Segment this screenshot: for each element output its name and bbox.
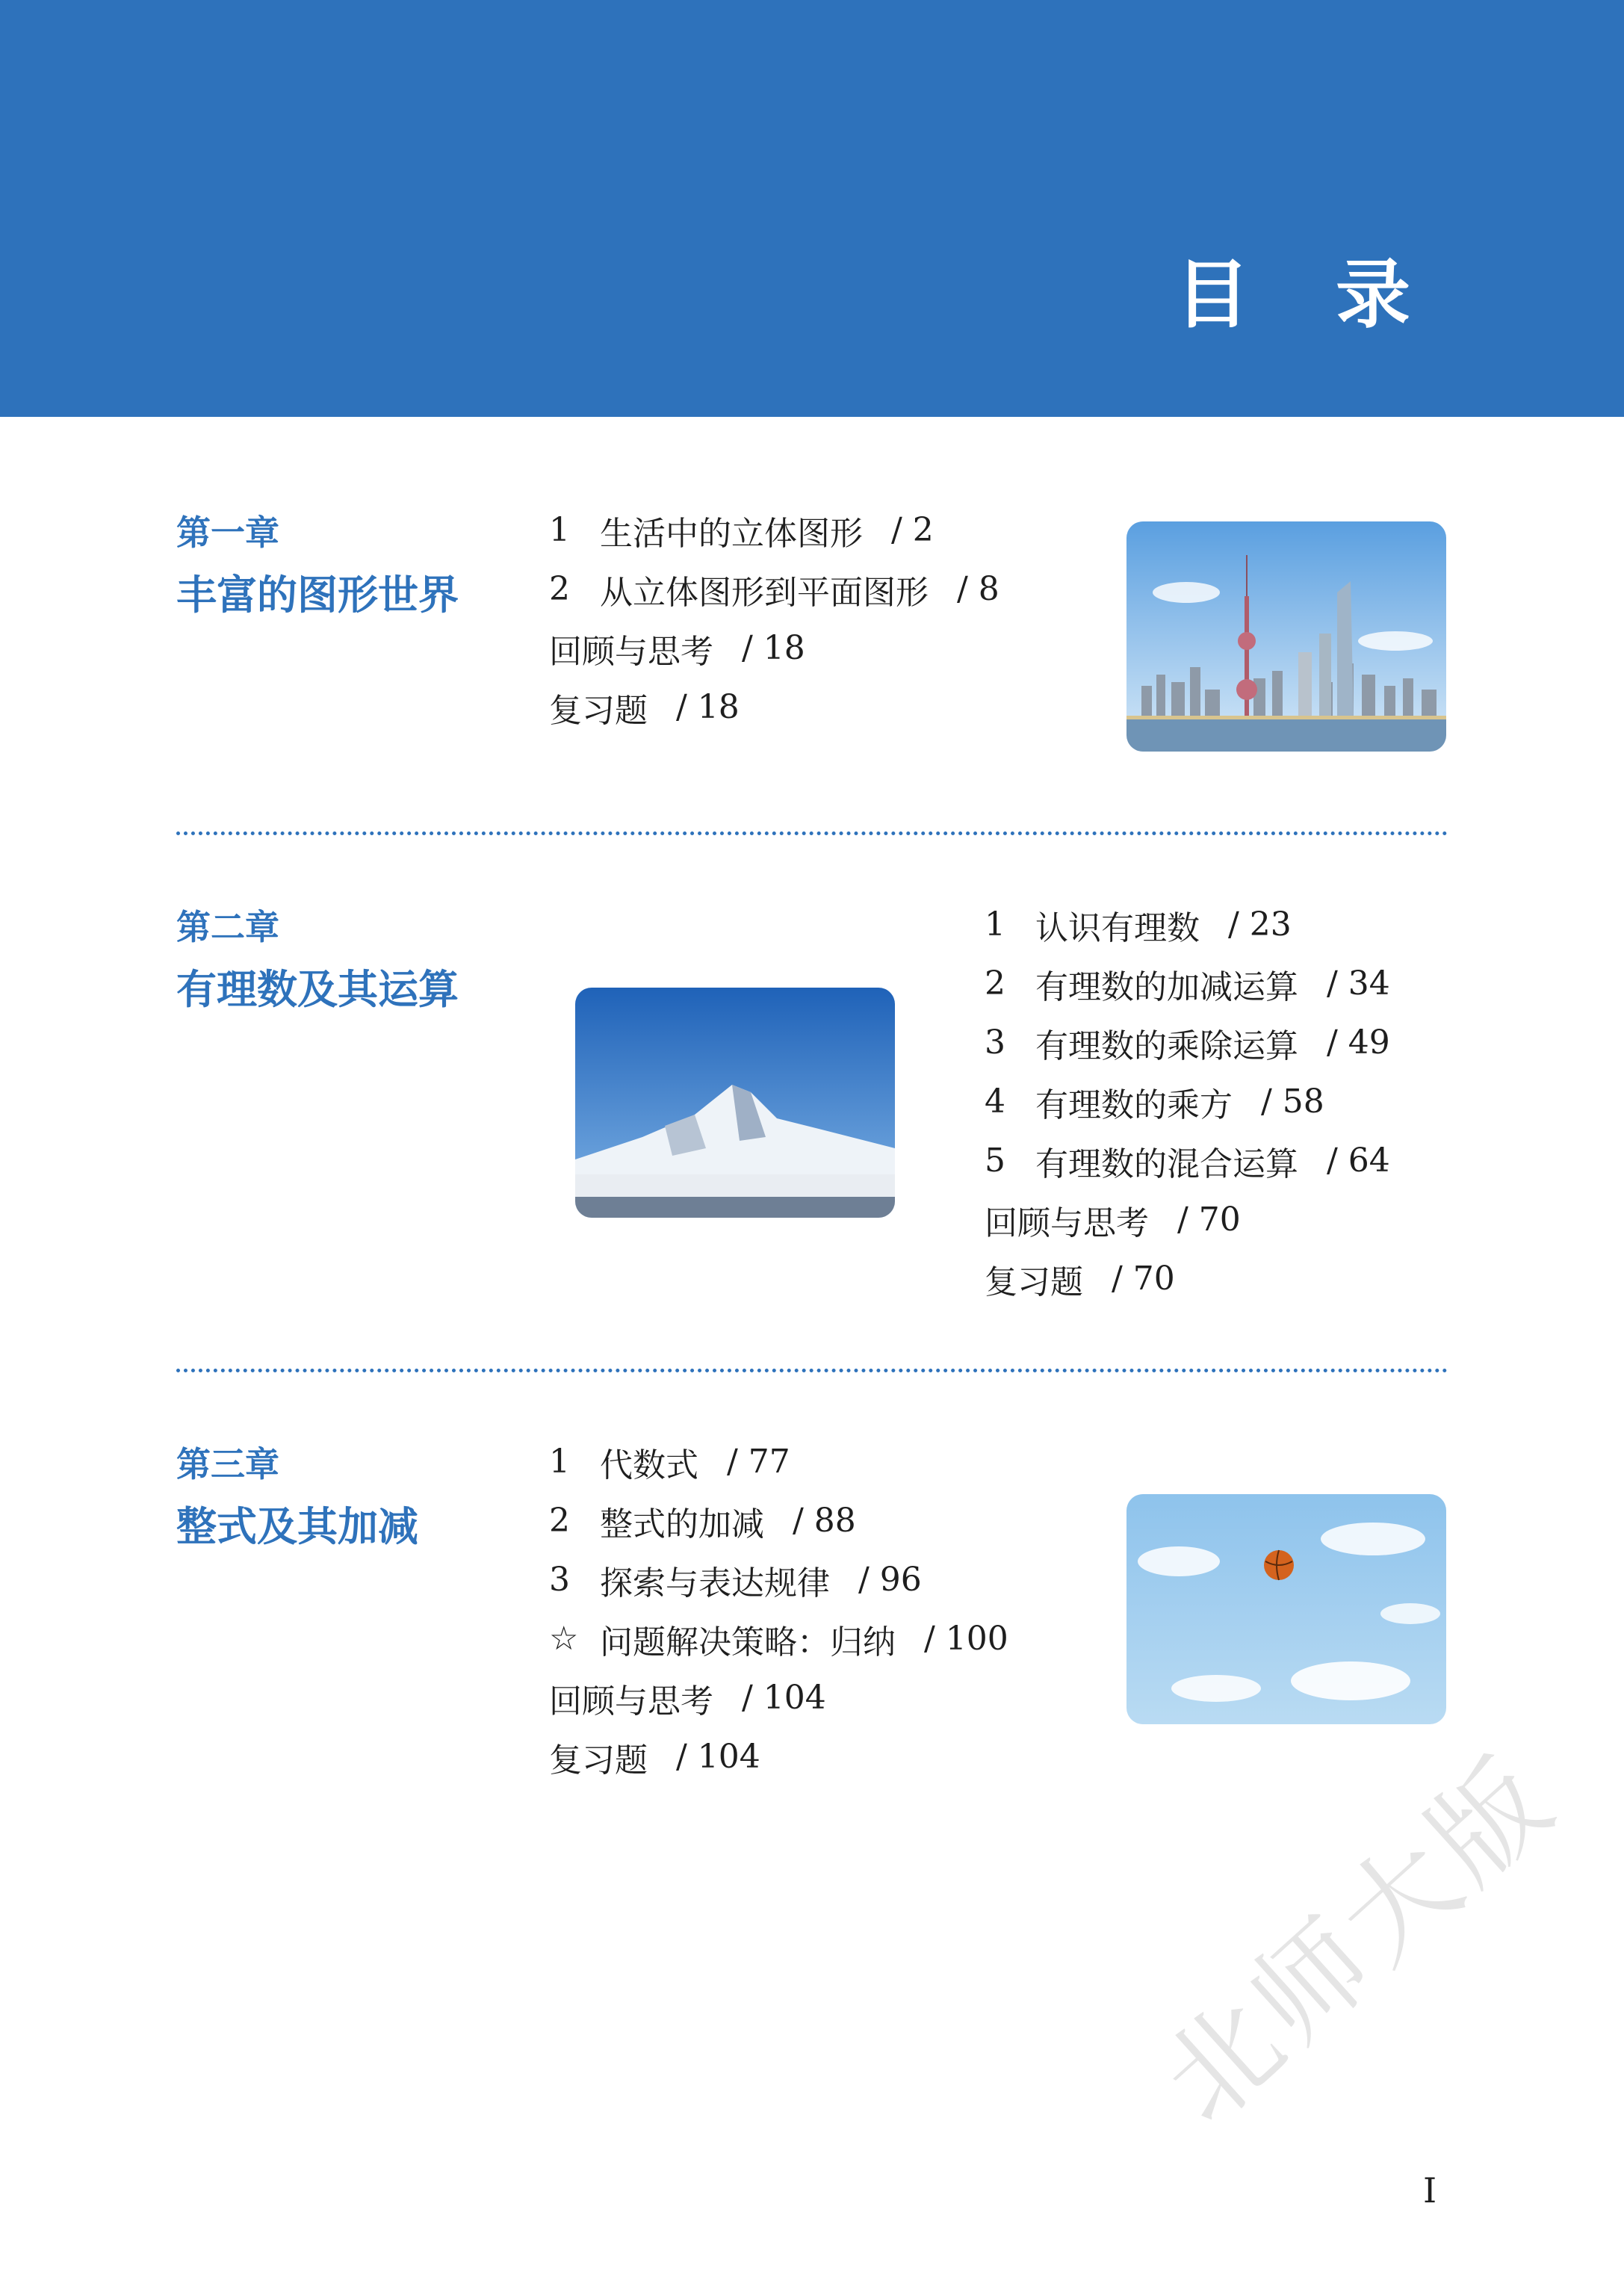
toc-entry-label: 复习题: [549, 1741, 648, 1780]
toc-entry-label: 代数式: [600, 1446, 698, 1484]
toc-entry-label: 有理数的乘方: [1035, 1085, 1233, 1124]
toc-entry-page: / 18: [742, 629, 805, 667]
toc-entry[interactable]: 1 代数式 / 77: [549, 1432, 1008, 1491]
toc-entry-page: / 23: [1228, 905, 1292, 944]
toc-entry[interactable]: 3 有理数的乘除运算 / 49: [985, 1013, 1390, 1072]
watermark-stamp: 北师大版: [1138, 1731, 1581, 2149]
toc-entry-page: / 8: [957, 570, 999, 608]
toc-entry-page: / 49: [1327, 1023, 1390, 1062]
toc-entry[interactable]: [549, 1727, 1008, 1786]
chapter-1-number: 第一章: [176, 512, 279, 553]
city-skyline-photo: [1126, 521, 1446, 752]
chapter-1-title: 丰富的图形世界: [176, 572, 459, 619]
toc-entry-label: 从立体图形到平面图形: [600, 573, 929, 612]
page-title: 目 录: [1175, 251, 1440, 338]
section-divider: [176, 1369, 1448, 1372]
basketball-sky-photo: [1126, 1494, 1446, 1724]
toc-entry[interactable]: 5 有理数的混合运算 / 64: [985, 1131, 1390, 1190]
toc-entry[interactable]: [549, 678, 999, 737]
toc-entry-page: / 18: [676, 688, 740, 726]
chapter-2-title: 有理数及其运算: [176, 966, 459, 1013]
toc-entry-label: 回顾与思考: [549, 632, 713, 671]
toc-entry-label: 认识有理数: [1035, 908, 1200, 947]
toc-entry[interactable]: [985, 1190, 1390, 1249]
section-divider: [176, 831, 1448, 835]
toc-entry-page: / 58: [1261, 1083, 1324, 1121]
chapter-2-toc: [985, 895, 1390, 1308]
page-number: I: [1423, 2170, 1437, 2211]
toc-entry-page: / 64: [1327, 1142, 1390, 1180]
toc-entry-page: / 34: [1327, 964, 1390, 1003]
toc-entry[interactable]: 4 有理数的乘方 / 58: [985, 1072, 1390, 1131]
toc-entry-label: 生活中的立体图形: [600, 514, 863, 553]
chapter-2-number: 第二章: [176, 907, 279, 947]
toc-entry[interactable]: [549, 1668, 1008, 1727]
toc-entry[interactable]: 2 有理数的加减运算 / 34: [985, 954, 1390, 1013]
toc-entry-label: 复习题: [985, 1263, 1083, 1301]
toc-entry-label: 回顾与思考: [549, 1682, 713, 1721]
toc-entry[interactable]: 2 从立体图形到平面图形 / 8: [549, 560, 999, 619]
toc-entry[interactable]: 1 生活中的立体图形 / 2: [549, 501, 999, 560]
chapter-3-number: 第三章: [176, 1444, 279, 1484]
toc-entry-page: / 70: [1177, 1201, 1241, 1239]
toc-entry-page: / 70: [1112, 1260, 1175, 1298]
toc-entry-label: 有理数的加减运算: [1035, 967, 1298, 1006]
toc-entry-page: / 88: [793, 1502, 856, 1540]
chapter-3-title: 整式及其加减: [176, 1503, 418, 1550]
toc-entry-label: 回顾与思考: [985, 1204, 1149, 1242]
toc-entry-page: / 104: [676, 1738, 760, 1776]
toc-entry[interactable]: 1 认识有理数 / 23: [985, 895, 1390, 954]
toc-entry-label: 问题解决策略：归纳: [600, 1623, 896, 1661]
toc-entry-label: 整式的加减: [600, 1505, 764, 1543]
toc-entry-label: 有理数的混合运算: [1035, 1145, 1298, 1183]
toc-entry-label: 有理数的乘除运算: [1035, 1026, 1298, 1065]
toc-entry[interactable]: [549, 1609, 1008, 1668]
toc-entry-page: / 2: [891, 511, 934, 549]
chapter-1-toc: [549, 501, 999, 737]
toc-entry-page: / 77: [727, 1443, 790, 1481]
toc-entry-page: / 104: [742, 1679, 826, 1717]
star-icon: ☆: [549, 1620, 579, 1658]
chapter-3-toc: [549, 1432, 1008, 1786]
toc-entry-label: 探索与表达规律: [600, 1564, 830, 1602]
toc-entry-page: / 96: [858, 1561, 922, 1599]
header-band: [0, 0, 1624, 417]
toc-entry[interactable]: 2 整式的加减 / 88: [549, 1491, 1008, 1550]
toc-entry[interactable]: 3 探索与表达规律 / 96: [549, 1550, 1008, 1609]
toc-entry[interactable]: [985, 1249, 1390, 1308]
toc-entry-label: 复习题: [549, 691, 648, 730]
toc-entry-page: / 100: [924, 1620, 1008, 1658]
snow-mountain-photo: [575, 988, 895, 1218]
toc-entry[interactable]: [549, 619, 999, 678]
